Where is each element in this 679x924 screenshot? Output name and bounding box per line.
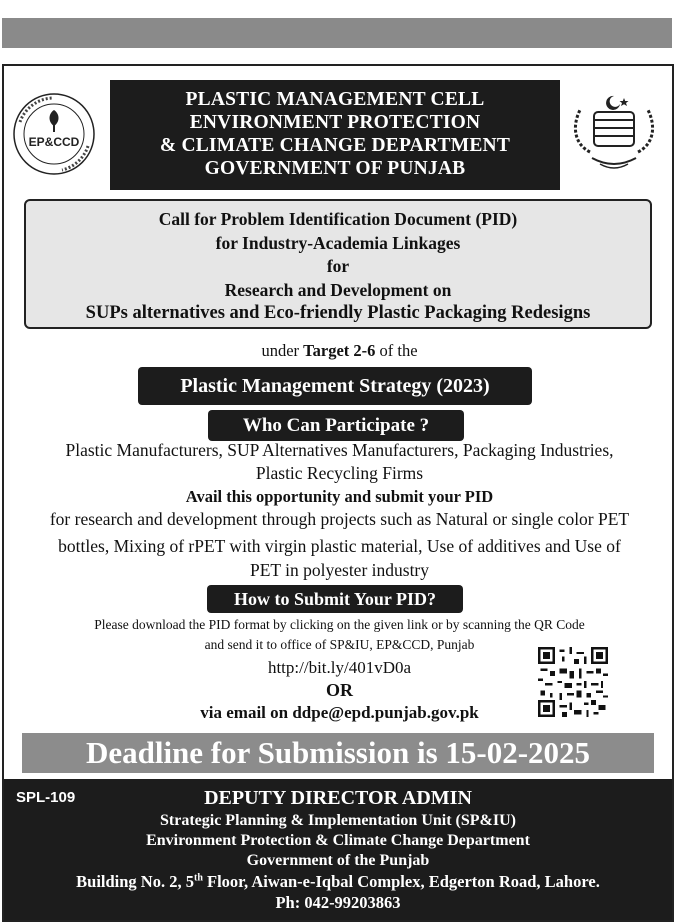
deadline-banner: Deadline for Submission is 15-02-2025 [22,733,654,773]
advert-reference: SPL-109 [16,789,76,806]
target-number: Target 2-6 [303,341,376,360]
participants-line: Plastic Recycling Firms [255,463,424,483]
download-instruction: Please download the PID format by clicking on the given link or by scanning the QR Code [94,617,585,632]
epccd-logo-icon [12,92,96,176]
who-can-participate-heading: Who Can Participate ? [208,410,464,441]
footer-phone: Ph: 042-99203863 [275,893,401,912]
contact-footer [4,779,672,920]
avail-heading: Avail this opportunity and submit your PID [185,487,494,506]
top-grey-bar [2,18,672,48]
research-line: bottles, Mixing of rPET with virgin plastic material, Use of additives and Use of [58,536,621,556]
call-line: Call for Problem Identification Document (PID) [158,209,518,229]
footer-title: DEPUTY DIRECTOR ADMIN [204,787,472,809]
address-part: Building No. 2, 5 [76,872,194,891]
address-ordinal: th [193,872,203,884]
header-line: ENVIRONMENT PROTECTION [189,112,481,133]
submission-email[interactable]: via email on ddpe@epd.punjab.gov.pk [200,703,479,722]
how-to-submit-heading: How to Submit Your PID? [207,585,463,613]
call-line: SUPs alternatives and Eco-friendly Plastic Packaging Redesigns [85,303,591,323]
research-line: PET in polyester industry [249,560,430,580]
punjab-government-emblem-icon [566,92,662,180]
footer-line: Government of the Punjab [246,852,430,869]
call-for-pid-box [24,199,652,329]
send-instruction: and send it to office of SP&IU, EP&CCD, Punjab [204,637,475,652]
research-line: for research and development through projects such as Natural or single color PET [49,509,630,529]
header-line: PLASTIC MANAGEMENT CELL [185,89,485,110]
header-line: & CLIMATE CHANGE DEPARTMENT [159,135,511,156]
department-header [110,80,560,190]
footer-line: Strategic Planning & Implementation Unit (SP&IU) [160,812,516,829]
call-line: Research and Development on [224,279,452,300]
participants-line: Plastic Manufacturers, SUP Alternatives Manufacturers, Packaging Industries, [65,440,614,460]
pid-format-link[interactable]: http://bit.ly/401vD0a [267,658,412,677]
target-prefix: under [261,341,300,360]
address-part: Floor, Aiwan-e-Iqbal Complex, Edgerton Road, Lahore. [202,872,600,891]
target-line [0,341,679,361]
qr-code-icon[interactable] [538,647,608,717]
call-line: for Industry-Academia Linkages [215,232,461,253]
epccd-logo-text: EP&CCD [28,135,80,149]
strategy-banner: Plastic Management Strategy (2023) [138,367,532,405]
target-suffix: of the [379,341,418,360]
footer-line: Environment Protection & Climate Change Department [146,832,530,849]
footer-address [4,871,672,892]
or-separator: OR [326,680,353,700]
header-line: GOVERNMENT OF PUNJAB [204,158,466,179]
call-line: for [326,256,350,276]
